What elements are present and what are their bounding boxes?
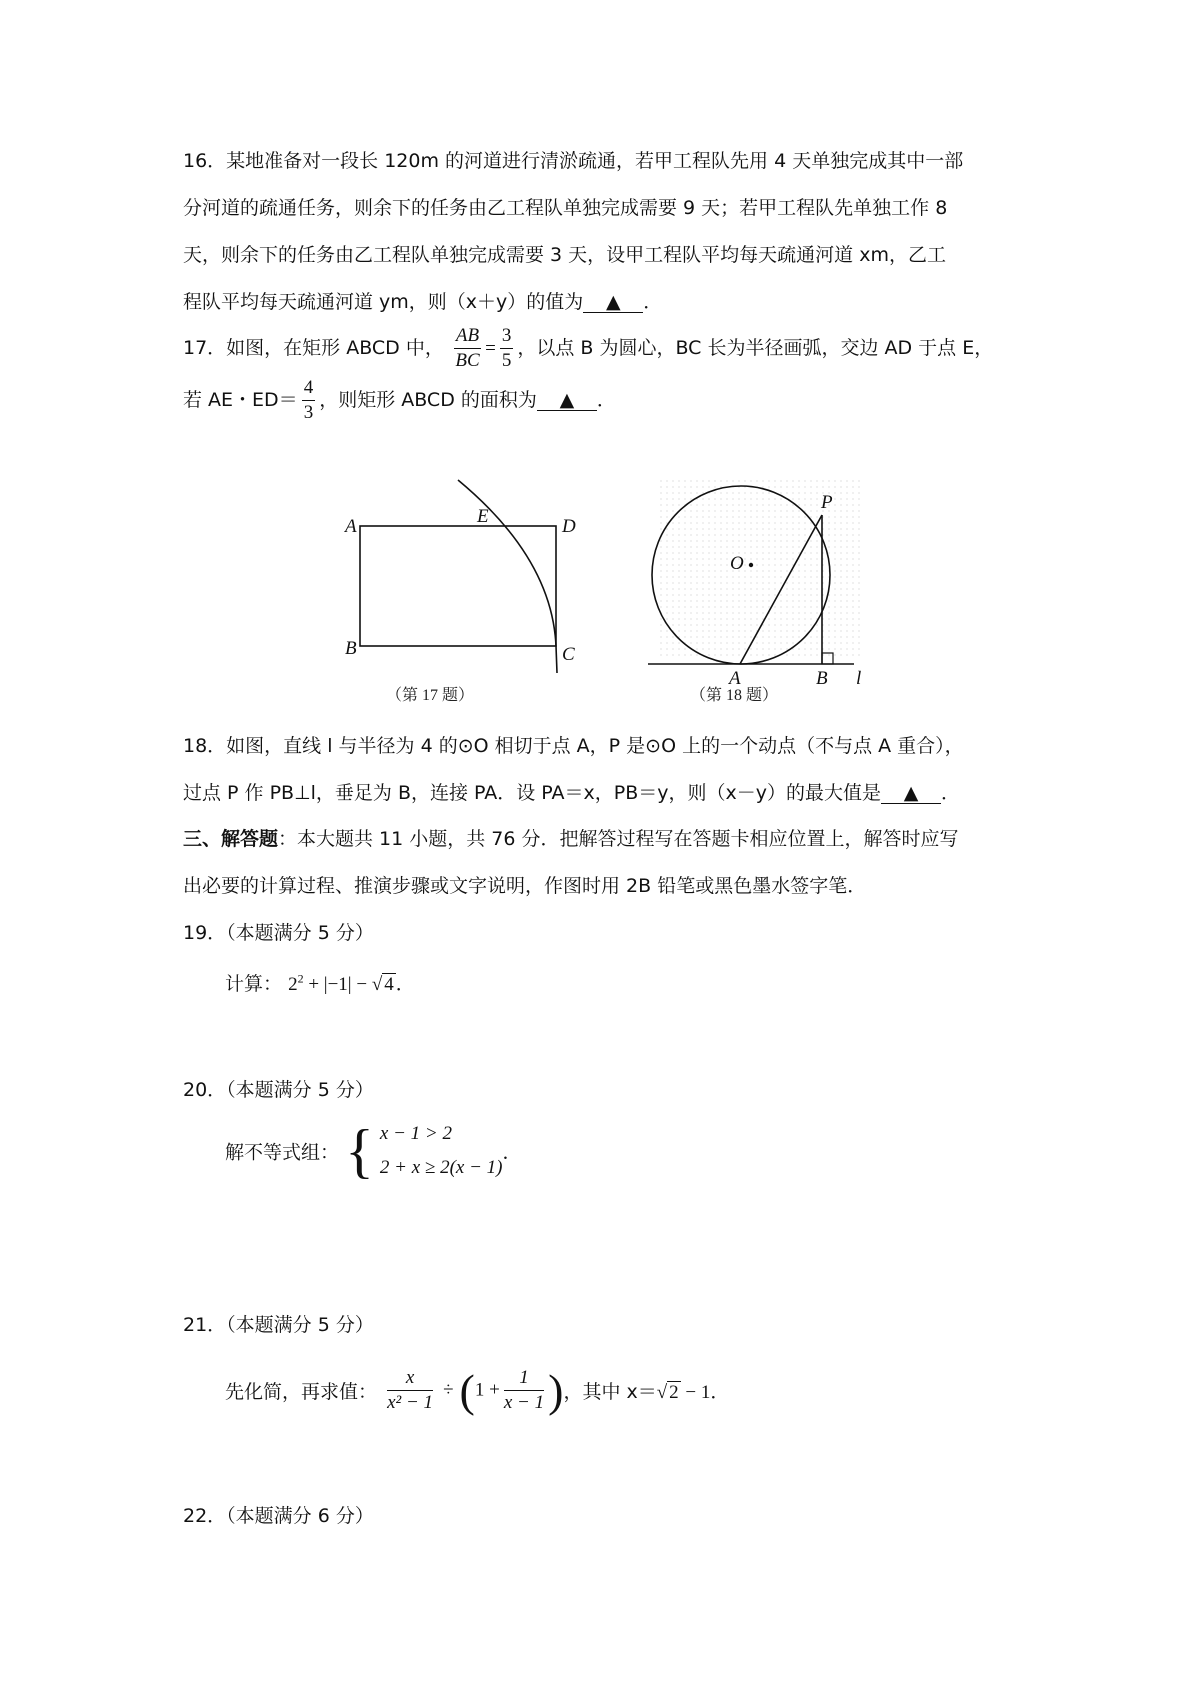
divide-sign: ÷ [443, 1379, 454, 1401]
q17-prefix: 17．如图，在矩形 ABCD 中， [183, 337, 444, 359]
q21-label: 先化简，再求值： [225, 1381, 378, 1403]
q18-line1: 18．如图，直线 l 与半径为 4 的⊙O 相切于点 A，P 是⊙O 上的一个动点（不与点 A 重合）， [183, 735, 964, 757]
period: ． [596, 389, 616, 411]
open-paren: ( [459, 1365, 475, 1416]
label-p: P [821, 492, 833, 513]
frac-den: 3 [303, 402, 314, 423]
frac-num: x [387, 1366, 433, 1391]
q21-expression [225, 1364, 729, 1417]
frac-num: 3 [500, 324, 514, 349]
period: ． [710, 1382, 730, 1403]
section3-line2: 出必要的计算过程、推演步骤或文字说明，作图时用 2B 铅笔或黑色墨水签字笔． [183, 875, 867, 897]
figure-18-caption: （第 18 题） [690, 687, 779, 704]
q17-line2-prefix: 若 AE・ED＝ [183, 389, 298, 411]
frac-den: x − 1 [503, 1392, 545, 1413]
center-point-o [749, 563, 753, 567]
label-b: B [345, 638, 357, 659]
q20-header: 20．（本题满分 5 分） [183, 1079, 374, 1101]
q17-line1 [183, 324, 993, 373]
equals-sign: = [485, 338, 496, 359]
sqrt-expression: √ 2 − 1． [656, 1382, 730, 1403]
frac-den: x² − 1 [387, 1392, 434, 1413]
section3-title: 三、解答题 [183, 828, 279, 850]
one-plus: 1 + [474, 1379, 500, 1401]
inequality-1: x − 1 > 2 [379, 1123, 452, 1144]
q16-line4 [183, 287, 662, 314]
frac-den: 5 [501, 350, 512, 371]
label-a: A [345, 516, 357, 537]
fraction-4-3 [302, 376, 316, 425]
inequality-2: 2 + x ≥ 2(x − 1) [379, 1157, 503, 1178]
answer-blank: ▲ [881, 783, 941, 804]
answer-blank: ▲ [583, 292, 643, 313]
q18-text: 过点 P 作 PB⊥l，垂足为 B，连接 PA．设 PA＝x，PB＝y，则（x－y）的最大值是 [183, 782, 882, 804]
period: ． [643, 291, 663, 313]
q16-line3: 天，则余下的任务由乙工程队单独完成需要 3 天，设甲工程队平均每天疏通河道 xm，乙工 [183, 244, 946, 266]
fraction-x-over-x2-1 [387, 1366, 433, 1415]
fraction-1-over-x-1 [504, 1366, 544, 1415]
q18-line2 [183, 778, 960, 805]
arc-from-b [458, 480, 557, 673]
inequality-system [380, 1117, 503, 1185]
close-paren: ) [548, 1365, 564, 1416]
section3-line1 [183, 824, 959, 851]
q19-expression [225, 969, 415, 996]
label-b: B [816, 668, 828, 688]
q17-line2 [183, 376, 616, 425]
fraction-ab-bc [454, 324, 481, 373]
q20-system [225, 1117, 522, 1185]
q16-text: 程队平均每天疏通河道 ym，则（x＋y）的值为 [183, 291, 584, 313]
frac-num: 4 [302, 376, 316, 401]
where-clause: ，其中 x＝ [563, 1381, 657, 1403]
rectangle-abcd [360, 526, 556, 646]
frac-den: BC [455, 350, 480, 371]
q19-math: $2^2 + |-1|$ − √ 4 ． [288, 971, 415, 995]
period: ． [502, 1141, 522, 1164]
q21-header: 21．（本题满分 5 分） [183, 1314, 374, 1336]
period: ． [941, 782, 961, 804]
minus-one: − 1 [680, 1382, 711, 1403]
sqrt-radicand: 4 [384, 974, 394, 995]
figure-17-caption: （第 17 题） [386, 687, 475, 704]
answer-blank: ▲ [537, 390, 597, 411]
abs-term: + |−1| − [303, 974, 372, 995]
section3-text: ：本大题共 11 小题，共 76 分．把解答过程写在答题卡相应位置上，解答时应写 [278, 828, 959, 850]
exponent: 2 [297, 971, 304, 986]
q16-line2: 分河道的疏通任务，则余下的任务由乙工程队单独完成需要 9 天；若甲工程队先单独工作 8 [183, 197, 948, 219]
label-a: A [729, 668, 741, 688]
q19-header: 19．（本题满分 5 分） [183, 922, 374, 944]
label-d: D [562, 516, 576, 537]
q20-label: 解不等式组： [225, 1141, 340, 1164]
q17-suffix: ，以点 B 为圆心，BC 长为半径画弧，交边 AD 于点 E， [517, 337, 994, 359]
q19-label: 计算： [225, 973, 283, 995]
figure-17-rectangle-arc [330, 478, 590, 698]
frac-num: AB [454, 324, 481, 349]
q16-line1: 16．某地准备对一段长 120m 的河道进行清淤疏通，若甲工程队先用 4 天单独完成其中一部 [183, 150, 964, 172]
label-e: E [477, 506, 489, 527]
frac-num: 1 [504, 1366, 544, 1391]
q22-header: 22．（本题满分 6 分） [183, 1505, 374, 1527]
period: ． [395, 974, 415, 995]
sqrt-radicand: 2 [669, 1382, 679, 1403]
label-c: C [562, 644, 575, 665]
label-o: O [730, 553, 744, 574]
q17-line2-suffix: ，则矩形 ABCD 的面积为 [319, 389, 537, 411]
fraction-3-5 [500, 324, 514, 373]
brace-icon: { [345, 1118, 374, 1184]
label-l: l [856, 668, 862, 688]
figure-18-circle-tangent [648, 468, 874, 688]
base-2: 2 [288, 974, 298, 995]
